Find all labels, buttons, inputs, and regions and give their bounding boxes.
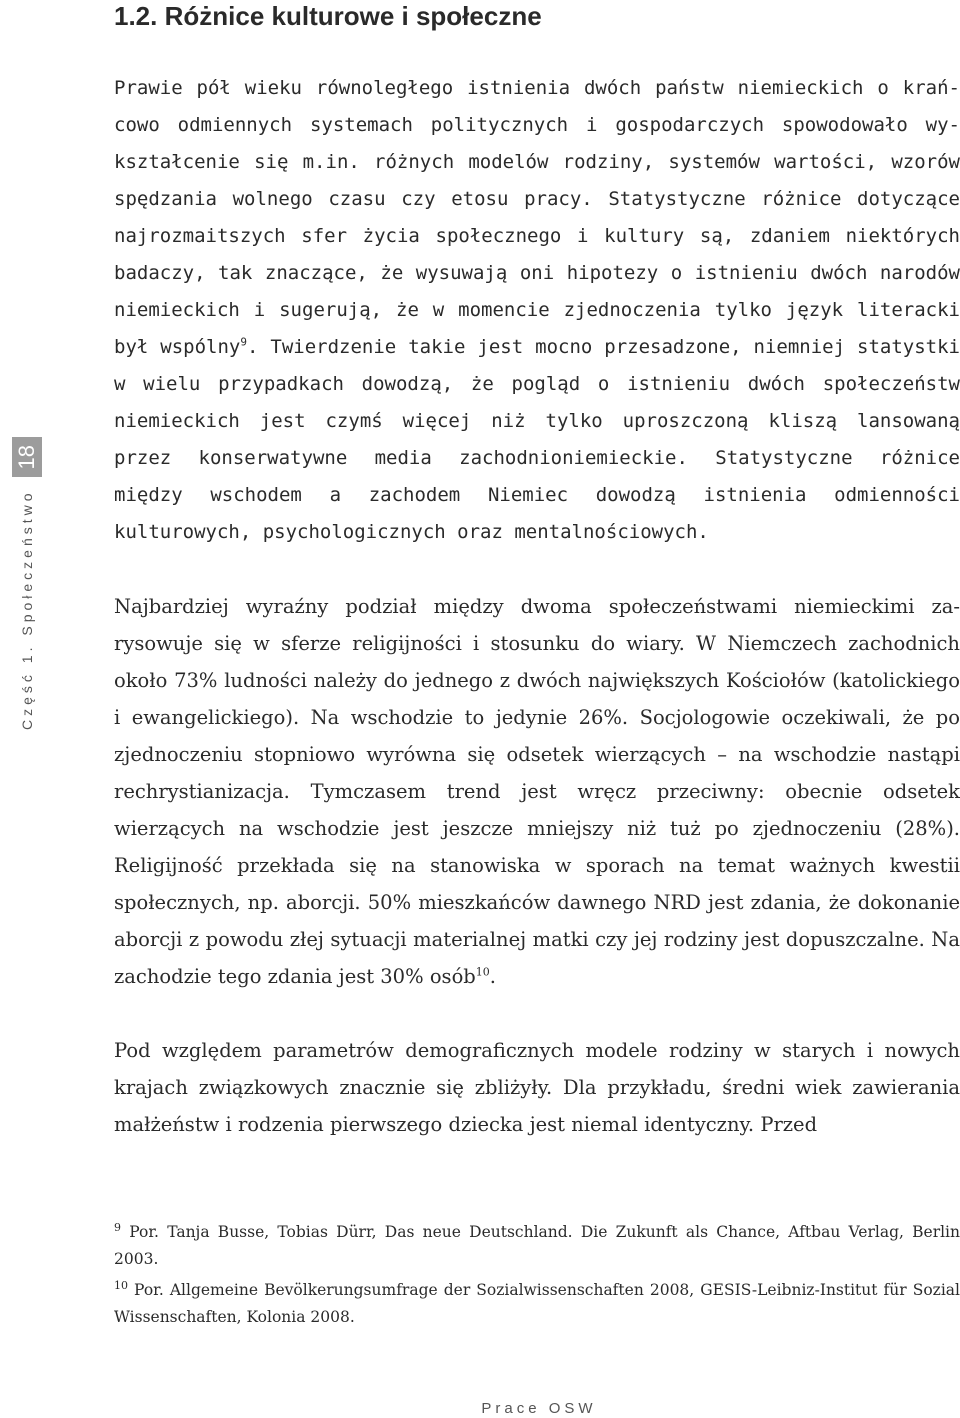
paragraph-text: Pod względem parametrów demograficznych modele rodziny w starych i nowych krajach związkowych znacznie się zbliżyły. Dla przykładu, średni wiek zawierania małżeństw i rodzenia pierwszego dziecka jest niemal identyczny. Przed	[114, 1039, 960, 1136]
footer-label: Prace OSW	[481, 1400, 597, 1417]
paragraph-text: . Twierdzenie takie jest mocno przesadzone, niemniej statystki w wielu przypadkach dowodzą, że pogląd o istnieniu dwóch społeczeństw niemieckich jest czymś więcej niż tylko uproszczoną kliszą lansowaną przez konserwatywne media zachodnioniemieckie. Statystyczne różnice między wschodem a zachodem Niemiec dowodzą istnienia odmienności kulturowych, psychologicznych oraz mentalnościowych.	[114, 336, 960, 543]
paragraph	[114, 70, 960, 551]
paragraph-text: Najbardziej wyraźny podział między dwoma społeczeństwami niemieckimi zarysowuje się w sferze religijności i stosunku do wiary. W Niemczech zachodnich około 73% ludności należy do jednego z dwóch największych Kościołów (katolickiego i ewangelickiego). Na wschodzie to jedynie 26%. Socjologowie oczekiwali, że po zjednoczeniu stopniowo wyrówna się odsetek wierzących – na wschodzie nastąpi rechrystianizacja. Tymczasem trend jest wręcz przeciwny: obecnie odsetek wierzących na wschodzie jest jeszcze mniejszy niż tuż po zjednoczeniu (28%). Religijność przekłada się na stanowiska w sporach na temat ważnych kwestii społecznych, np. aborcji. 50% mieszkańców dawnego NRD jest zdania, że dokonanie aborcji z powodu złej sytuacji materialnej matki czy jej rodziny jest dopuszczalne. Na zachodzie tego zdania jest 30% osób	[114, 595, 960, 988]
paragraph	[114, 588, 960, 995]
paragraph-text: .	[489, 965, 496, 988]
footnote-ref[interactable]: 10	[475, 965, 490, 979]
footnote	[114, 1219, 960, 1273]
side-margin-rotated	[4, 444, 50, 730]
footnote-number: 10	[114, 1278, 128, 1292]
paragraph-text: Prawie pół wieku równoległego istnienia dwóch państw niemieckich o krańcowo odmiennych systemach politycznych i gospodarczych spowodowało wykształcenie się m.in. różnych modelów rodziny, systemów wartości, wzorów spędzania wolnego czasu czy etosu pracy. Statystyczne różnice dotyczące najrozmaitszych sfer życia społecznego i kultury są, zdaniem niektórych badaczy, tak znaczące, że wysuwają oni hipotezy o istnieniu dwóch narodów niemieckich i sugerują, że w momencie zjednoczenia tylko język literacki był wspólny	[114, 77, 960, 358]
footnote	[114, 1277, 960, 1331]
footnote-ref[interactable]: 9	[240, 335, 247, 349]
side-margin	[4, 444, 50, 730]
section-heading: 1.2. Różnice kulturowe i społeczne	[114, 1, 542, 31]
footnotes	[114, 1219, 960, 1335]
part-label: Część 1. Społeczeństwo	[19, 489, 35, 730]
page-number: 18	[12, 437, 42, 477]
footnote-number: 9	[114, 1220, 121, 1234]
footnote-text: Por. Allgemeine Bevölkerungsumfrage der Sozialwissenschaften 2008, GESIS-Leibniz-Institut für Sozial Wissenschaften, Kolonia 2008.	[114, 1281, 960, 1326]
footnote-text: Por. Tanja Busse, Tobias Dürr, Das neue Deutschland. Die Zukunft als Chance, Aftbau Verlag, Berlin 2003.	[114, 1223, 960, 1268]
body-text	[114, 70, 960, 1143]
paragraph	[114, 1032, 960, 1143]
